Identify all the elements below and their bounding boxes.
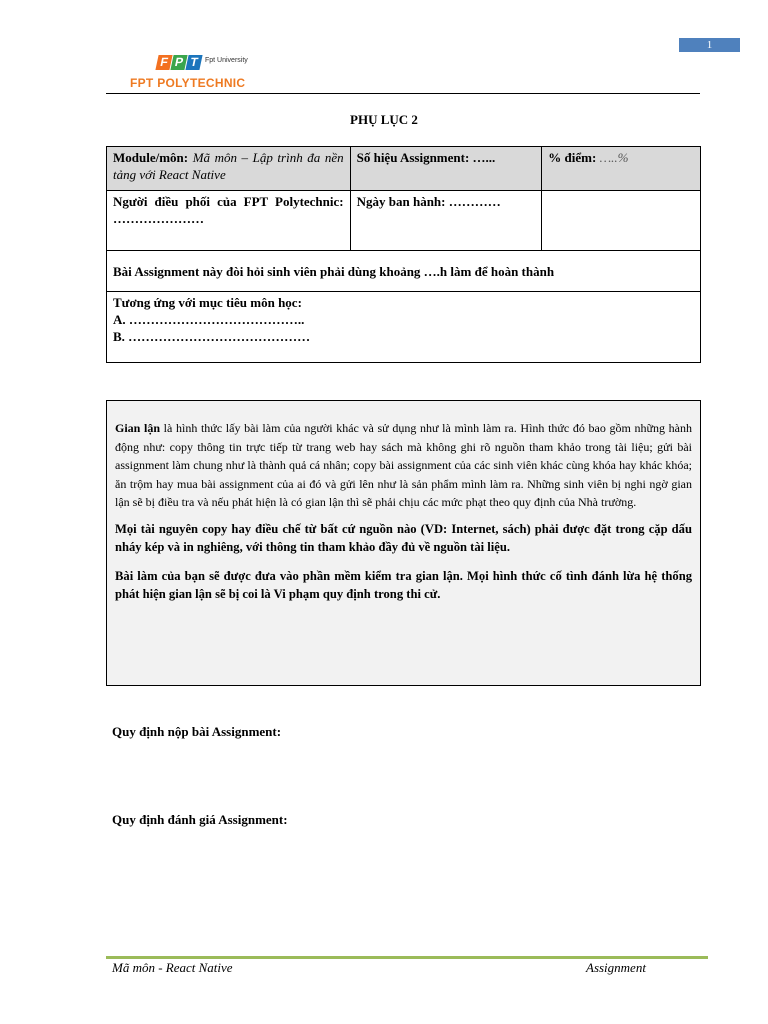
page-number: 1 <box>679 38 740 52</box>
logo-letter-f: F <box>155 55 172 70</box>
coordinator-label: Người điều phối của FPT Polytechnic: <box>113 194 344 209</box>
module-cell <box>107 147 351 191</box>
page-title: PHỤ LỤC 2 <box>350 112 418 127</box>
plagiarism-text: là hình thức lấy bài làm của người khác và sử dụng như là mình làm ra. Hình thức đó bao gồm những hành động như: copy thông tin trực tiếp từ trang web hay sách mà không ghi rõ nguồn tham khảo trong tài liệu; gửi bài assignment làm chung như là thành quả cá nhân; copy bài assignment của các sinh viên khác cùng khóa hay khác khóa; ăn trộm hay mua bài assignment của ai đó và gửi lên như là sản phẩm mình làm ra. Những sinh viên bị nghi ngờ gian lận sẽ bị điều tra và nếu phát hiện là có gian lận thì sẽ phải chịu các mức phạt theo quy định của Nhà trường. <box>115 421 693 509</box>
empty-cell <box>542 191 701 251</box>
objective-b: B. …………………………………… <box>113 329 311 344</box>
plagiarism-lead: Gian lận <box>115 421 161 435</box>
footer-divider <box>106 956 708 959</box>
table-row <box>107 147 701 191</box>
fpt-logo-mark <box>157 53 202 71</box>
table-row <box>107 191 701 251</box>
objectives-cell <box>107 292 701 363</box>
module-label: Module/môn: <box>113 150 189 165</box>
score-value: …..% <box>599 150 629 165</box>
grading-rules-heading: Quy định đánh giá Assignment: <box>112 812 288 827</box>
module-value: Mã môn – Lập trình đa nền tảng với React Native <box>113 150 344 182</box>
footer-course: Mã môn - React Native <box>112 960 233 975</box>
table-row <box>107 251 701 292</box>
table-row <box>107 292 701 363</box>
logo-letter-p: P <box>170 55 187 70</box>
hours-required-cell: Bài Assignment này đòi hỏi sinh viên phải dùng khoảng ….h làm để hoàn thành <box>107 251 701 292</box>
assignment-info-table <box>106 146 701 363</box>
coordinator-cell <box>107 191 351 251</box>
header-divider <box>106 93 700 94</box>
plagiarism-paragraph <box>115 419 692 512</box>
coordinator-value: ………………… <box>113 211 204 226</box>
plagiarism-check-rule: Bài làm của bạn sẽ được đưa vào phần mềm kiểm tra gian lận. Mọi hình thức cố tình đánh lừa hệ thống phát hiện gian lận sẽ bị coi là Vi phạm quy định trong thi cử. <box>115 568 692 601</box>
fpt-polytechnic-logo <box>130 52 310 92</box>
issue-date-cell: Ngày ban hành: ………… <box>350 191 542 251</box>
submission-rules-heading: Quy định nộp bài Assignment: <box>112 724 282 739</box>
logo-letter-t: T <box>185 55 202 70</box>
score-cell <box>542 147 701 191</box>
objectives-label: Tương ứng với mục tiêu môn học: <box>113 295 302 310</box>
footer-assignment: Assignment <box>586 960 646 975</box>
assignment-number-cell: Số hiệu Assignment: …... <box>350 147 542 191</box>
logo-university-text: Fpt University <box>205 57 248 64</box>
logo-polytechnic-text: FPT POLYTECHNIC <box>130 76 246 90</box>
objective-a: A. ………………………………….. <box>113 312 305 327</box>
plagiarism-notice <box>106 400 701 686</box>
citation-rule: Mọi tài nguyên copy hay điều chế từ bất cứ nguồn nào (VD: Internet, sách) phải được đặt trong cặp dấu nháy kép và in nghiêng, với thông tin tham khảo đầy đủ về nguồn tài liệu. <box>115 521 692 554</box>
score-label: % điểm: <box>548 150 597 165</box>
